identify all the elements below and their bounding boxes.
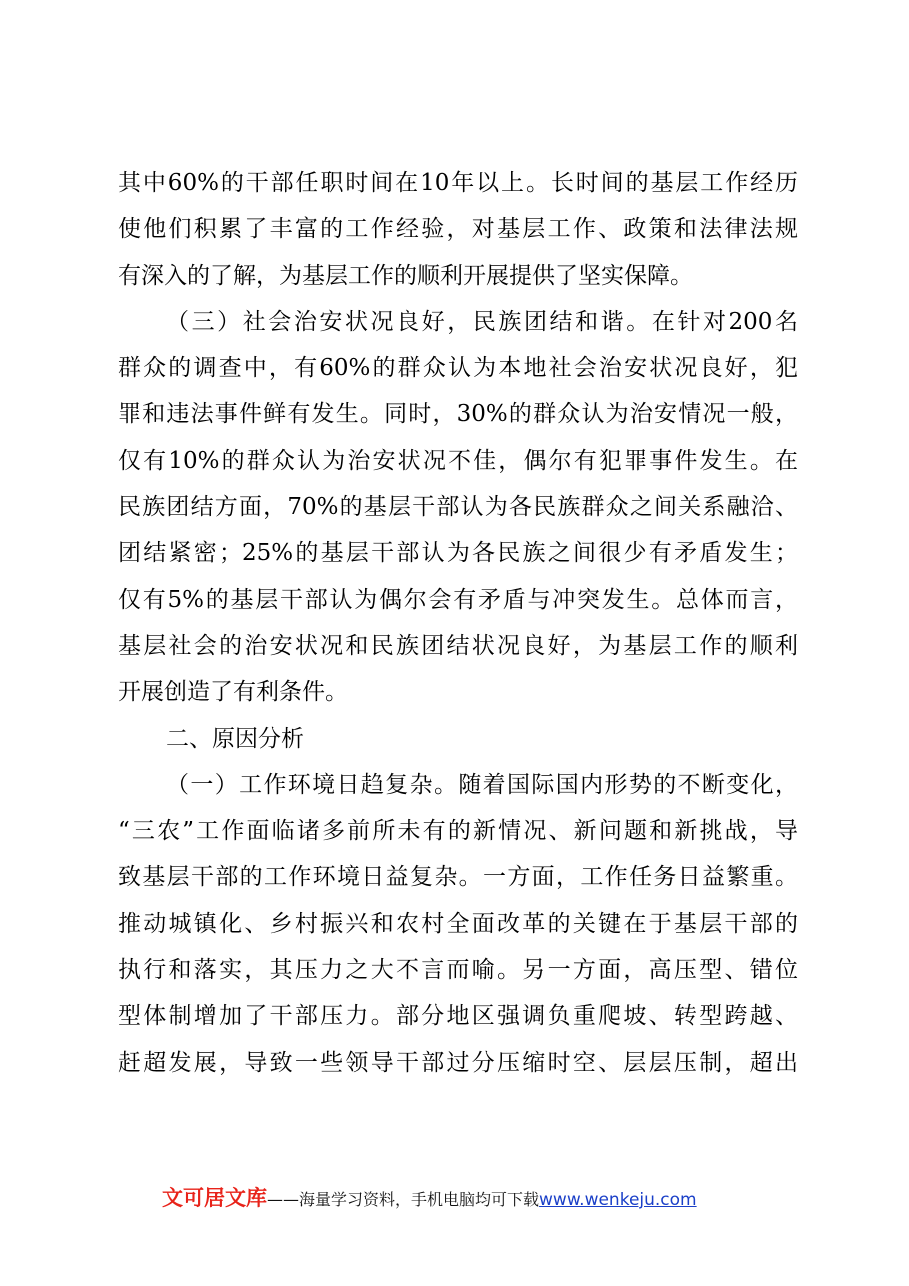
paragraph-line: 群众的调查中，有60%的群众认为本地社会治安状况良好，犯 bbox=[118, 355, 798, 382]
paragraph-line: 团结紧密；25%的基层干部认为各民族之间很少有矛盾发生； bbox=[118, 540, 798, 567]
document-body bbox=[118, 160, 798, 1086]
paragraph-line: “三农”工作面临诸多前所未有的新情况、新问题和新挑战，导 bbox=[118, 818, 798, 845]
footer-banner bbox=[162, 1183, 782, 1213]
paragraph-line: 执行和落实，其压力之大不言而喻。另一方面，高压型、错位 bbox=[118, 957, 798, 984]
section-heading-line: （一）工作环境日趋复杂。随着国际国内形势的不断变化， bbox=[166, 771, 798, 798]
footer-tagline: ——海量学习资料，手机电脑均可下载 bbox=[267, 1190, 540, 1209]
chapter-heading: 二、原因分析 bbox=[166, 725, 304, 752]
paragraph-line: 致基层干部的工作环境日益复杂。一方面，工作任务日益繁重。 bbox=[118, 864, 798, 891]
paragraph-line: 民族团结方面，70%的基层干部认为各民族群众之间关系融洽、 bbox=[118, 494, 798, 521]
paragraph-line: 推动城镇化、乡村振兴和农村全面改革的关键在于基层干部的 bbox=[118, 910, 798, 937]
paragraph-line: 赶超发展，导致一些领导干部过分压缩时空、层层压制，超出 bbox=[118, 1049, 798, 1076]
section-heading-line: （三）社会治安状况良好，民族团结和谐。在针对200名 bbox=[166, 308, 798, 335]
paragraph-line: 仅有10%的群众认为治安状况不佳，偶尔有犯罪事件发生。在 bbox=[118, 447, 798, 474]
paragraph-line: 开展创造了有利条件。 bbox=[118, 679, 348, 706]
footer-website-link[interactable]: www.wenkeju.com bbox=[539, 1190, 697, 1210]
paragraph-line: 其中60%的干部任职时间在10年以上。长时间的基层工作经历 bbox=[118, 170, 798, 196]
paragraph-line: 仅有5%的基层干部认为偶尔会有矛盾与冲突发生。总体而言， bbox=[118, 586, 798, 613]
footer-brand: 文可居文库 bbox=[162, 1186, 267, 1210]
paragraph-line: 有深入的了解，为基层工作的顺利开展提供了坚实保障。 bbox=[118, 262, 693, 289]
paragraph-line: 罪和违法事件鲜有发生。同时，30%的群众认为治安情况一般， bbox=[118, 401, 798, 428]
paragraph-line: 基层社会的治安状况和民族团结状况良好，为基层工作的顺利 bbox=[118, 632, 798, 659]
paragraph-line: 型体制增加了干部压力。部分地区强调负重爬坡、转型跨越、 bbox=[118, 1003, 798, 1030]
paragraph-line: 使他们积累了丰富的工作经验，对基层工作、政策和法律法规 bbox=[118, 216, 798, 243]
